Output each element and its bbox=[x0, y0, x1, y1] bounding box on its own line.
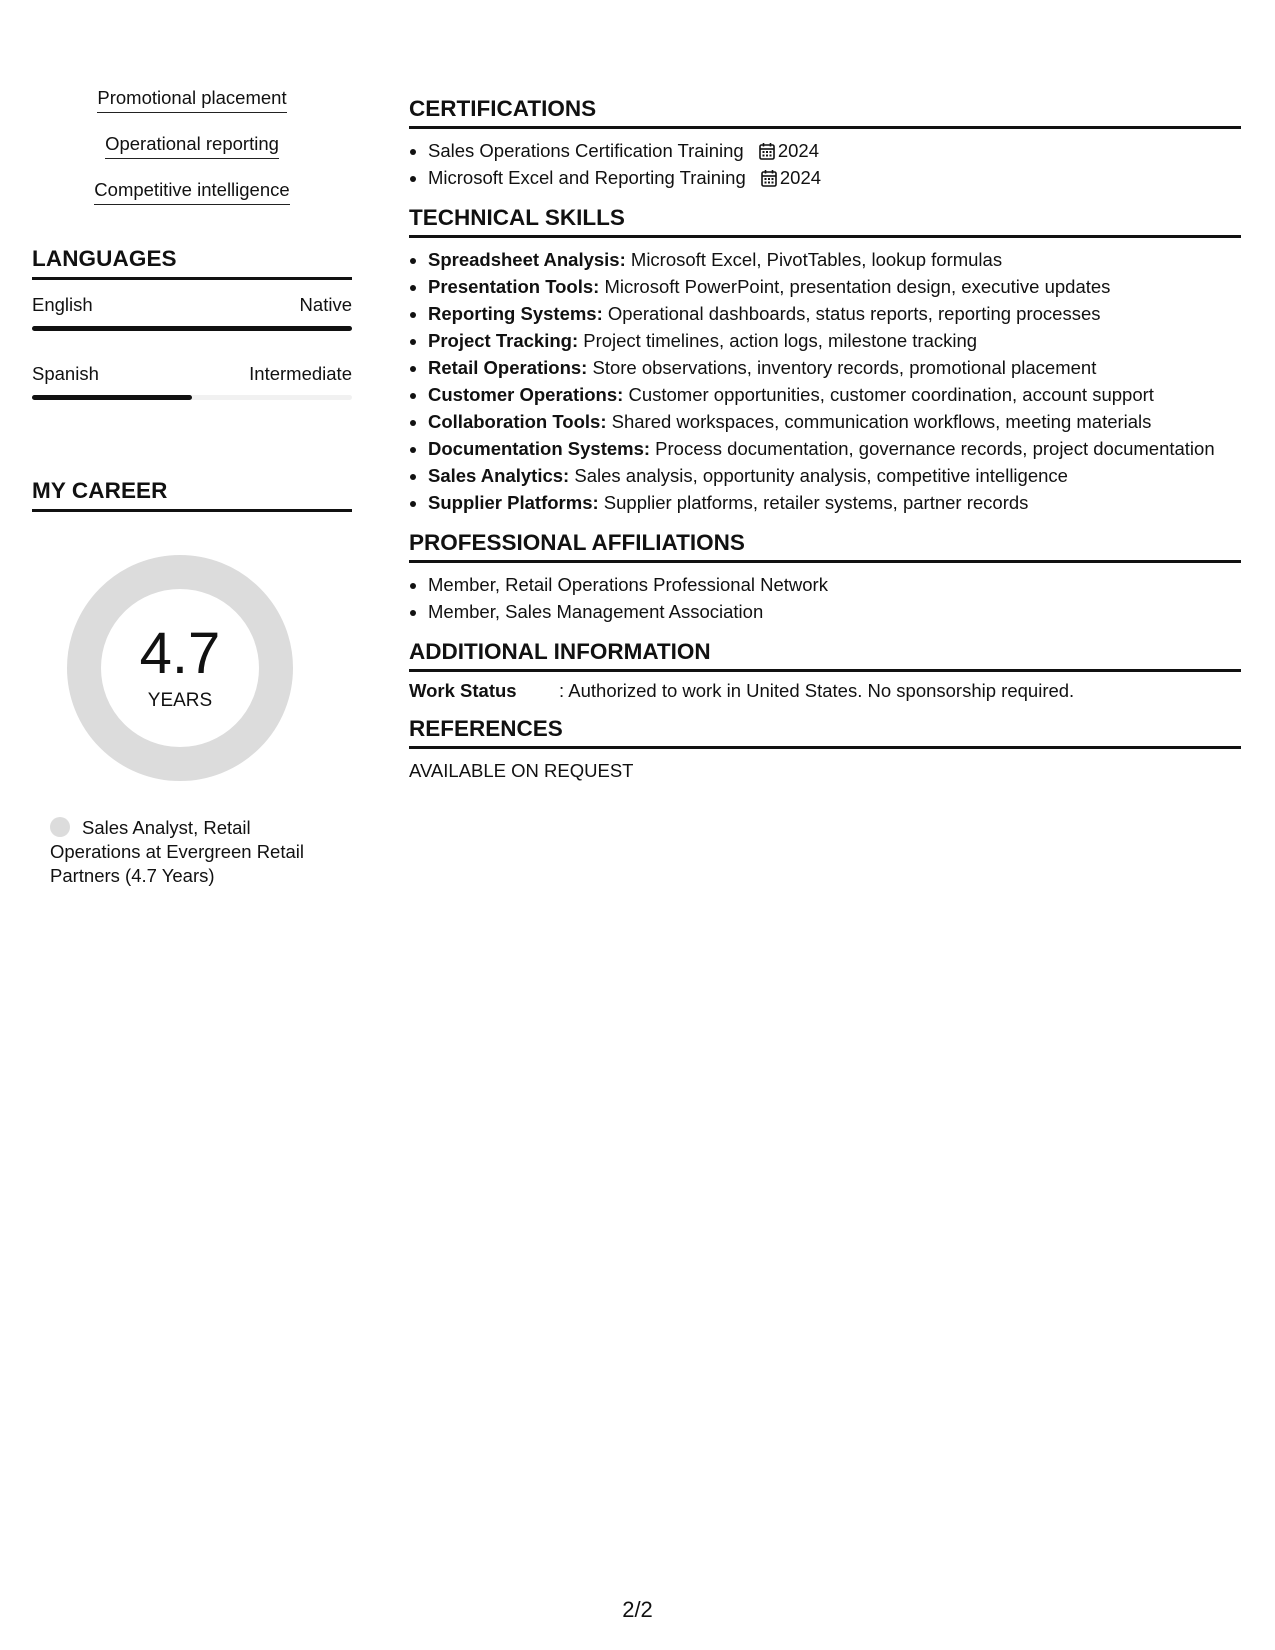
skill-label: Supplier Platforms: bbox=[428, 492, 599, 513]
certifications-section bbox=[409, 96, 1241, 191]
skill-label: Customer Operations: bbox=[428, 384, 624, 405]
references-heading: REFERENCES bbox=[409, 716, 1241, 749]
certification-name: Microsoft Excel and Reporting Training bbox=[428, 167, 746, 188]
skill-tag: Competitive intelligence bbox=[94, 178, 289, 205]
right-column bbox=[409, 96, 1241, 782]
skill-label: Collaboration Tools: bbox=[428, 411, 607, 432]
certification-year: 2024 bbox=[779, 167, 822, 188]
additional-info-section bbox=[409, 639, 1241, 702]
skill-label: Spreadsheet Analysis: bbox=[428, 249, 626, 270]
career-legend-item bbox=[50, 816, 320, 888]
certification-name: Sales Operations Certification Training bbox=[428, 140, 744, 161]
certifications-heading: CERTIFICATIONS bbox=[409, 96, 1241, 129]
list-item bbox=[428, 354, 1241, 381]
language-bar-fill bbox=[32, 326, 352, 331]
work-status-row bbox=[409, 680, 1241, 702]
affiliations-heading: PROFESSIONAL AFFILIATIONS bbox=[409, 530, 1241, 563]
legend-dot bbox=[50, 817, 70, 837]
calendar-icon bbox=[761, 169, 777, 187]
languages-heading: LANGUAGES bbox=[32, 246, 352, 280]
language-bar-fill bbox=[32, 395, 192, 400]
technical-skills-heading: TECHNICAL SKILLS bbox=[409, 205, 1241, 238]
career-total-unit: YEARS bbox=[147, 690, 213, 711]
skill-tag-list bbox=[32, 86, 352, 224]
skill-text: Customer opportunities, customer coordination, account support bbox=[623, 384, 1154, 405]
skill-label: Retail Operations: bbox=[428, 357, 588, 378]
technical-skills-list bbox=[409, 246, 1241, 516]
affiliations-section bbox=[409, 530, 1241, 625]
list-item bbox=[428, 381, 1241, 408]
skill-text: Project timelines, action logs, milestone tracking bbox=[578, 330, 978, 351]
skill-label: Presentation Tools: bbox=[428, 276, 600, 297]
technical-skills-section bbox=[409, 205, 1241, 516]
calendar-icon bbox=[759, 142, 775, 160]
language-row bbox=[32, 294, 352, 316]
skill-text: Operational dashboards, status reports, reporting processes bbox=[602, 303, 1101, 324]
career-total-value: 4.7 bbox=[139, 621, 221, 686]
skill-tag: Promotional placement bbox=[97, 86, 286, 113]
skill-label: Project Tracking: bbox=[428, 330, 579, 351]
references-text: AVAILABLE ON REQUEST bbox=[409, 760, 634, 781]
affiliations-list bbox=[409, 571, 1241, 625]
list-item bbox=[428, 273, 1241, 300]
career-heading: MY CAREER bbox=[32, 478, 352, 512]
list-item bbox=[428, 137, 1241, 164]
skill-label: Sales Analytics: bbox=[428, 465, 570, 486]
list-item bbox=[428, 300, 1241, 327]
skill-label: Documentation Systems: bbox=[428, 438, 651, 459]
language-bar bbox=[32, 395, 352, 400]
references-section bbox=[409, 716, 1241, 782]
skill-label: Reporting Systems: bbox=[428, 303, 603, 324]
language-row bbox=[32, 363, 352, 385]
skill-tag: Operational reporting bbox=[105, 132, 279, 159]
additional-info-heading: ADDITIONAL INFORMATION bbox=[409, 639, 1241, 672]
language-name: Spanish bbox=[32, 363, 99, 384]
list-item bbox=[428, 327, 1241, 354]
certification-year: 2024 bbox=[777, 140, 819, 161]
list-item: • Member, Retail Operations Professional Network bbox=[428, 571, 1241, 598]
list-item bbox=[428, 408, 1241, 435]
work-status-label: Work Status bbox=[409, 680, 517, 701]
page-number: 2/2 bbox=[622, 1597, 653, 1622]
language-level: Intermediate bbox=[249, 363, 352, 384]
certifications-list bbox=[409, 137, 1241, 191]
skill-text: Microsoft PowerPoint, presentation design, executive updates bbox=[599, 276, 1111, 297]
skill-text: Store observations, inventory records, promotional placement bbox=[587, 357, 1097, 378]
language-name: English bbox=[32, 294, 93, 315]
career-donut bbox=[66, 554, 294, 782]
work-status-value: : Authorized to work in United States. No sponsorship required. bbox=[559, 680, 1075, 701]
skill-text: Supplier platforms, retailer systems, partner records bbox=[598, 492, 1029, 513]
skill-text: Sales analysis, opportunity analysis, competitive intelligence bbox=[569, 465, 1068, 486]
language-bar bbox=[32, 326, 352, 331]
list-item bbox=[428, 435, 1241, 462]
language-level: Native bbox=[299, 294, 352, 315]
left-column bbox=[32, 86, 352, 888]
skill-text: Microsoft Excel, PivotTables, lookup formulas bbox=[625, 249, 1003, 270]
skill-text: Process documentation, governance records, project documentation bbox=[650, 438, 1215, 459]
list-item bbox=[428, 246, 1241, 273]
career-legend-text: Sales Analyst, Retail Operations at Evergreen Retail Partners (4.7 Years) bbox=[50, 817, 304, 886]
list-item: • Member, Sales Management Association bbox=[428, 598, 1241, 625]
skill-text: Shared workspaces, communication workflows, meeting materials bbox=[606, 411, 1152, 432]
list-item bbox=[428, 489, 1241, 516]
list-item bbox=[428, 164, 1241, 191]
list-item bbox=[428, 462, 1241, 489]
